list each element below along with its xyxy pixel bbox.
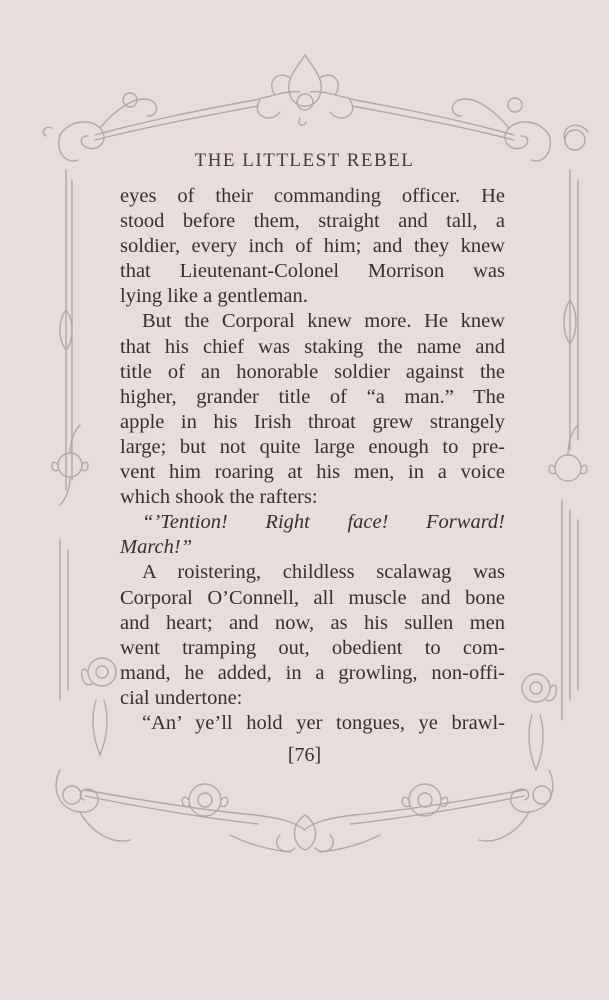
text-line: went tramping out, obedient to com- xyxy=(120,636,505,659)
text-line: lying like a gentleman. xyxy=(120,285,308,308)
text-line: mand, he added, in a growling, non-offi- xyxy=(120,661,505,684)
text-line: cial undertone: xyxy=(120,686,243,709)
text-line: and heart; and now, as his sullen men xyxy=(120,611,505,634)
text-line: soldier, every inch of him; and they knew xyxy=(120,235,505,258)
text-line: that Lieutenant-Colonel Morrison was xyxy=(120,260,505,283)
text-line: “An’ ye’ll hold yer tongues, ye brawl- xyxy=(142,711,505,734)
text-line: But the Corporal knew more. He knew xyxy=(142,310,505,333)
body-text xyxy=(120,184,505,736)
running-head: THE LITTLEST REBEL xyxy=(194,150,415,171)
text-line: March!” xyxy=(120,536,193,559)
text-line: apple in his Irish throat grew strangely xyxy=(120,410,505,433)
text-line: stood before them, straight and tall, a xyxy=(120,210,505,233)
text-line: large; but not quite large enough to pre- xyxy=(120,435,505,458)
text-line: title of an honorable soldier against the xyxy=(120,360,505,383)
text-line: which shook the rafters: xyxy=(120,486,318,509)
text-line: A roistering, childless scalawag was xyxy=(142,561,505,584)
text-line: Corporal O’Connell, all muscle and bone xyxy=(120,586,505,609)
text-line: “’Tention! Right face! Forward! xyxy=(142,511,505,534)
text-line: vent him roaring at his men, in a voice xyxy=(120,461,505,484)
text-line: eyes of their commanding officer. He xyxy=(120,185,505,207)
text-line: higher, grander title of “a man.” The xyxy=(120,385,505,408)
page-number: [76] xyxy=(287,744,322,766)
text-line: that his chief was staking the name and xyxy=(120,335,505,358)
